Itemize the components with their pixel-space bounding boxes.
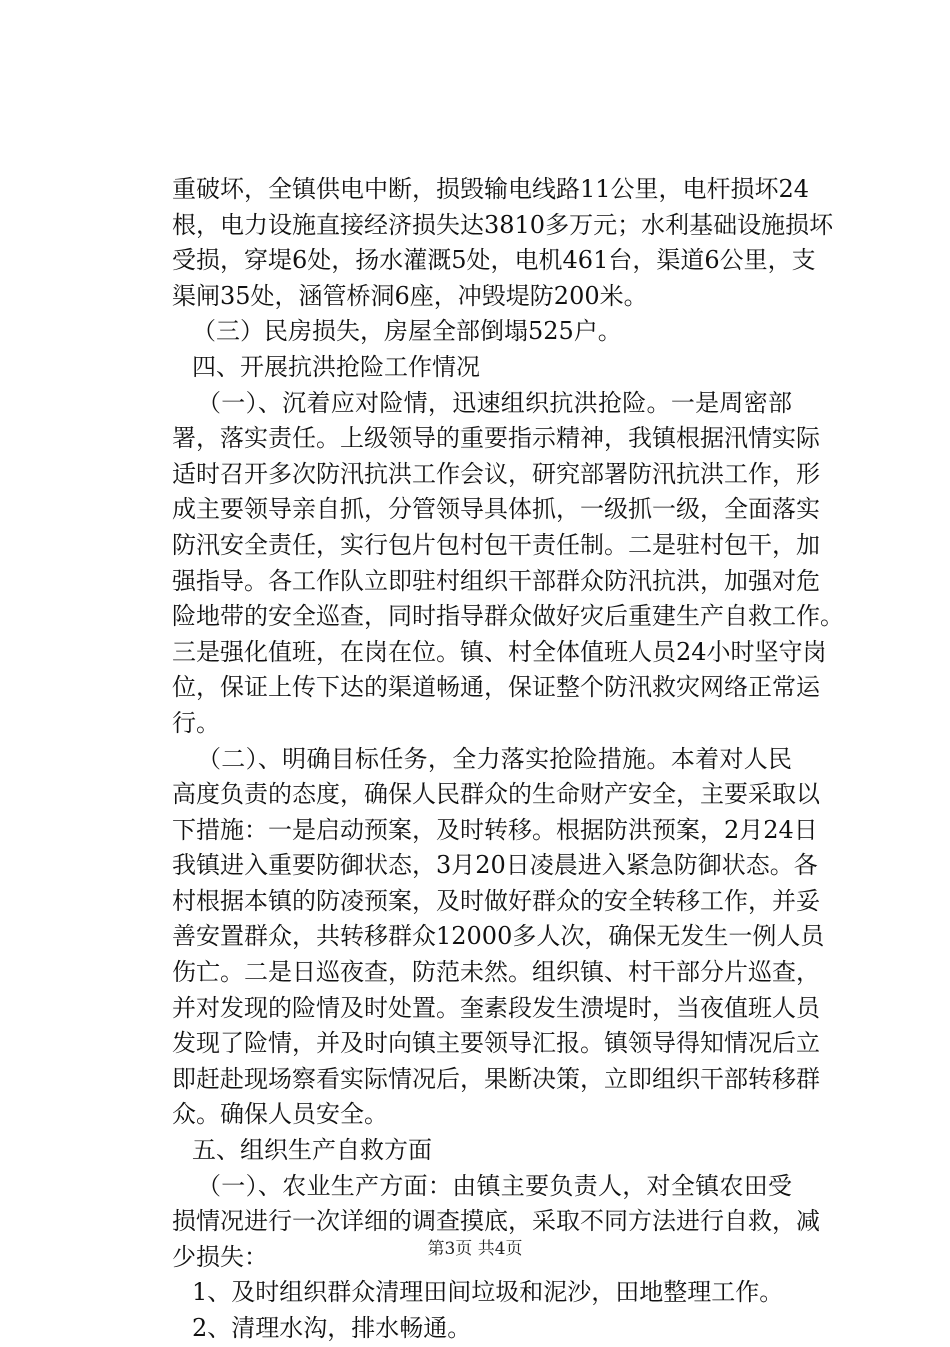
text-line: 我镇进入重要防御状态，3月20日凌晨进入紧急防御状态。各 [172, 851, 818, 880]
section-heading: 五、组织生产自救方面 [192, 1136, 432, 1165]
text-line: 善安置群众，共转移群众12000多人次，确保无发生一例人员 [172, 922, 825, 951]
text-line: 发现了险情，并及时向镇主要领导汇报。镇领导得知情况后立 [172, 1029, 820, 1058]
text-line: 险地带的安全巡查，同时指导群众做好灾后重建生产自救工作。 [172, 602, 844, 631]
list-item: 1、及时组织群众清理田间垃圾和泥沙，田地整理工作。 [192, 1278, 784, 1307]
text-line: （一）、沉着应对险情，迅速组织抗洪抢险。一是周密部 [197, 388, 792, 417]
text-line: 行。 [172, 708, 220, 737]
text-line: 三是强化值班，在岗在位。镇、村全体值班人员24小时坚守岗 [172, 637, 827, 666]
text-line: 众。确保人员安全。 [172, 1100, 388, 1129]
text-line: 下措施：一是启动预案，及时转移。根据防洪预案，2月24日 [172, 815, 818, 844]
text-line: 署，落实责任。上级领导的重要指示精神，我镇根据汛情实际 [172, 424, 820, 453]
text-line: 强指导。各工作队立即驻村组织干部群众防汛抗洪，加强对危 [172, 566, 820, 595]
section-heading: 四、开展抗洪抢险工作情况 [192, 352, 480, 381]
page-footer: 第3页 共4页 [427, 1239, 523, 1259]
body-text [172, 172, 844, 1347]
text-line: 成主要领导亲自抓，分管领导具体抓，一级抓一级，全面落实 [172, 495, 820, 524]
text-line: （一）、农业生产方面：由镇主要负责人，对全镇农田受 [197, 1171, 792, 1200]
text-line: 根，电力设施直接经济损失达3810多万元；水利基础设施损坏 [172, 210, 834, 239]
text-line: 重破坏，全镇供电中断，损毁输电线路11公里，电杆损坏24 [172, 175, 810, 203]
text-line: 少损失： [172, 1242, 268, 1271]
list-item: 2、清理水沟，排水畅通。 [192, 1314, 472, 1342]
text-line: 高度负责的态度，确保人民群众的生命财产安全，主要采取以 [172, 780, 820, 809]
text-line: 防汛安全责任，实行包片包村包干责任制。二是驻村包干，加 [172, 530, 820, 559]
text-line: 并对发现的险情及时处置。奎素段发生溃堤时，当夜值班人员 [172, 993, 820, 1022]
text-line: 渠闸35处，涵管桥洞6座，冲毁堤防200米。 [172, 281, 648, 310]
text-line: 适时召开多次防汛抗洪工作会议，研究部署防汛抗洪工作，形 [172, 459, 820, 488]
text-line: 即赶赴现场察看实际情况后，果断决策，立即组织干部转移群 [172, 1064, 820, 1093]
text-line: 伤亡。二是日巡夜查，防范未然。组织镇、村干部分片巡查， [172, 958, 820, 987]
text-line: 受损，穿堤6处，扬水灌溉5处，电机461台，渠道6公里，支 [172, 246, 816, 275]
text-line: 村根据本镇的防凌预案，及时做好群众的安全转移工作，并妥 [172, 886, 820, 915]
text-line: 位，保证上传下达的渠道畅通，保证整个防汛救灾网络正常运 [172, 673, 820, 702]
text-line: 损情况进行一次详细的调查摸底，采取不同方法进行自救，减 [172, 1207, 820, 1236]
text-line: （二）、明确目标任务，全力落实抢险措施。本着对人民 [197, 744, 792, 773]
text-line: （三）民房损失，房屋全部倒塌525户。 [192, 317, 622, 346]
